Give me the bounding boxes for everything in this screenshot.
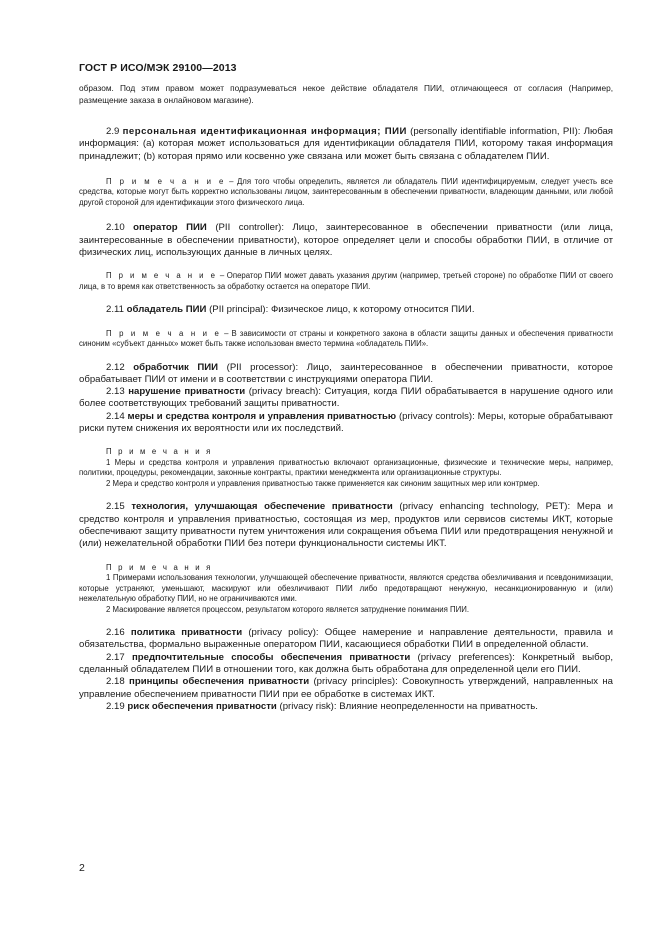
term-2-19: риск обеспечения приватности	[127, 700, 277, 712]
notes-heading-2-15: П р и м е ч а н и я	[106, 562, 213, 572]
page-number: 2	[79, 862, 85, 874]
term-2-17: предпочтительные способы обеспечения приватности	[131, 651, 411, 663]
standard-header: ГОСТ Р ИСО/МЭК 29100—2013	[79, 62, 237, 74]
term-2-12: обработчик ПИИ	[133, 361, 219, 373]
note-2-15-1: 1 Примерами использования технологии, улучшающей обеспечение приватности, являются средства обезличивания и псевдонимизации, которые устраняют, уменьшают, маскируют или обезличивают ПИИ либо предотвращают ненужную, несанкционированную и (или) нежелательную обработку ПИИ, но не ограничиваются ими.	[79, 573, 613, 604]
definition-2-9: 2.9 персональная идентификационная информация; ПИИ (personally identifiable information, PII): Любая информация: (a) которая может использоваться для идентификации обладателя ПИИ, которому такая информация принадлежит; (b) которая прямо или косвенно уже связана или может быть связана с обладателем ПИИ.	[79, 126, 613, 162]
note-2-14-1: 1 Меры и средства контроля и управления приватностью включают организационные, физические и технические меры, например, политики, процедуры, рекомендации, законные контракты, практики менеджмента или организационные структуры.	[79, 457, 613, 478]
definition-2-14: 2.14 меры и средства контроля и управления приватностью (privacy controls): Меры, которые обрабатывают риски путем снижения их вероятности или их последствий.	[79, 410, 614, 435]
definition-2-11: 2.11 обладатель ПИИ (PII principal): Физическое лицо, к которому относится ПИИ.	[106, 304, 475, 316]
document-body	[79, 83, 613, 713]
term-2-9: персональная идентификационная информация; ПИИ	[122, 126, 407, 137]
term-2-13: нарушение приватности	[128, 386, 246, 398]
definition-2-16: 2.16 политика приватности (privacy policy): Общее намерение и направление деятельности, правила и обязательства, формально выраженные оператором ПИИ, касающиеся обработки ПИИ в определенной области.	[79, 627, 613, 651]
definition-2-12: 2.12 обработчик ПИИ (PII processor): Лицо, заинтересованное в обеспечении приватности, которое обрабатывает ПИИ от имени и в соответствии с инструкциями оператора ПИИ.	[79, 361, 613, 385]
note-2-15-2: 2 Маскирование является процессом, результатом которого является затруднение понимания ПИИ.	[106, 604, 469, 614]
note-2-11: П р и м е ч а н и е – В зависимости от страны и конкретного закона в области защиты данных и обеспечения приватности синоним «субъект данных» может быть также использован вместо термина «обладатель ПИИ».	[79, 328, 614, 349]
term-2-11: обладатель ПИИ	[126, 304, 207, 316]
note-2-14-2: 2 Мера и средство контроля и управления приватностью также применяется как синоним защитных мер или контрмер.	[106, 478, 540, 488]
term-2-16: политика приватности	[130, 627, 243, 639]
term-2-18: принципы обеспечения приватности	[129, 676, 310, 688]
notes-heading-2-14: П р и м е ч а н и я	[106, 447, 213, 457]
definition-2-13: 2.13 нарушение приватности (privacy breach): Ситуация, когда ПИИ обрабатывается в нарушение одного или более соответствующих требований защиты приватности.	[79, 386, 614, 410]
definition-2-17: 2.17 предпочтительные способы обеспечения приватности (privacy preferences): Конкретный выбор, сделанный обладателем ПИИ в отношении того, как должна быть обработана для определенной цели его ПИИ.	[79, 651, 613, 675]
definition-2-15: 2.15 технология, улучшающая обеспечение приватности (privacy enhancing technology, PET): Мера и средство контроля и управления приватностью, состоящая из мер, продуктов или сервисов системы ИКТ, которые обеспечивают защиту приватности путем уничтожения или сокращения объема ПИИ или предотвращения ненужной и (или) нежелательной обработки ПИИ без потери функциональности системы ИКТ.	[79, 501, 613, 550]
note-2-10: П р и м е ч а н и е – Оператор ПИИ может давать указания другим (например, третьей стороне) по обработке ПИИ от своего лица, в то время как ответственность за обработку остается на операторе ПИИ.	[79, 271, 614, 291]
intro-paragraph: образом. Под этим правом может подразумеваться некое действие обладателя ПИИ, отличающееся от согласия (Например, размещение заказа в онлайновом магазине).	[79, 83, 613, 105]
definition-2-10: 2.10 оператор ПИИ (PII controller): Лицо, заинтересованное в обеспечении приватности (или лица, заинтересованные в обеспечении приватности), которое определяет цели и способы обработки ПИИ, в отличие от физических лиц, использующих данные в личных целях.	[79, 222, 613, 258]
definition-2-19: 2.19 риск обеспечения приватности (privacy risk): Влияние неопределенности на приватность.	[106, 700, 538, 712]
term-2-15: технология, улучшающая обеспечение приватности	[131, 501, 393, 513]
note-2-9: П р и м е ч а н и е – Для того чтобы определить, является ли обладатель ПИИ идентифицируемым, следует учесть все средства, которые могут быть корректно использованы лицом, заинтересованным в обеспечении приватности, владеющим данными, или любой другой стороной для идентификации этого физического лица.	[79, 176, 613, 207]
term-2-10: оператор ПИИ	[133, 222, 207, 234]
definition-2-18: 2.18 принципы обеспечения приватности (privacy principles): Совокупность утверждений, направленных на управление обеспечением приватности ПИИ при ее обработке в системах ИКТ.	[79, 676, 613, 700]
term-2-14: меры и средства контроля и управления приватностью	[127, 410, 397, 422]
